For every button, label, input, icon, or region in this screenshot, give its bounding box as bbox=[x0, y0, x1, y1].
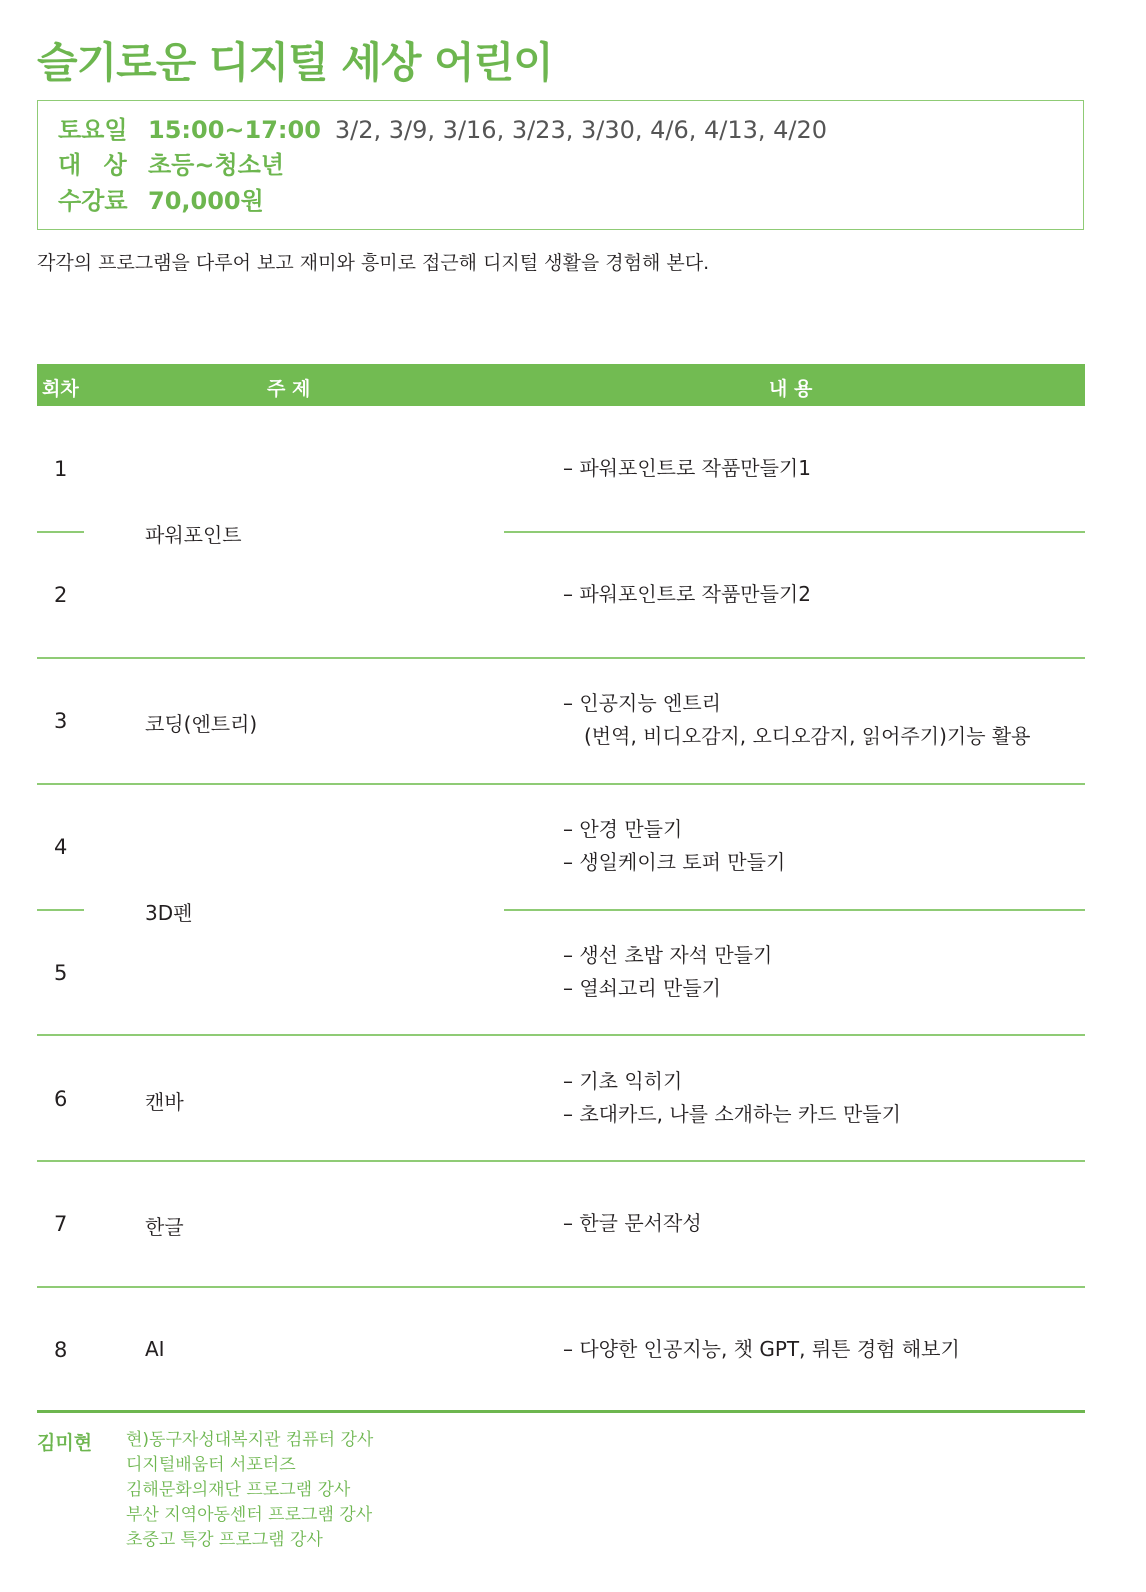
course-info-box bbox=[37, 100, 1084, 230]
session-content bbox=[563, 1207, 702, 1240]
session-content bbox=[563, 687, 1031, 753]
fee-value: 70,000원 bbox=[148, 187, 264, 215]
dates-value: 3/2, 3/9, 3/16, 3/23, 3/30, 4/6, 4/13, 4/20 bbox=[334, 116, 828, 144]
content-line: – 생일케이크 토퍼 만들기 bbox=[563, 850, 786, 874]
career-item: 현)동구자성대복지관 컴퓨터 강사 bbox=[126, 1430, 374, 1450]
career-item: 부산 지역아동센터 프로그램 강사 bbox=[126, 1505, 373, 1525]
session-number: 5 bbox=[54, 961, 68, 985]
target-label: 대 상 bbox=[58, 151, 127, 179]
page-title: 슬기로운 디지털 세상 어린이 bbox=[37, 38, 553, 87]
content-line: – 안경 만들기 bbox=[563, 817, 683, 841]
header-content: 내 용 bbox=[769, 378, 813, 400]
row-divider bbox=[37, 1160, 1085, 1162]
table-header bbox=[37, 364, 1085, 406]
intro-text: 각각의 프로그램을 다루어 보고 재미와 흥미로 접근해 디지털 생활을 경험해 본다. bbox=[37, 252, 710, 274]
session-content bbox=[563, 578, 811, 611]
session-content bbox=[563, 1065, 901, 1131]
career-item: 초중고 특강 프로그램 강사 bbox=[126, 1530, 323, 1550]
session-number: 2 bbox=[54, 583, 68, 607]
session-number: 6 bbox=[54, 1087, 68, 1111]
session-topic: 파워포인트 bbox=[145, 523, 242, 547]
session-number: 1 bbox=[54, 457, 68, 481]
session-number: 3 bbox=[54, 709, 68, 733]
session-number: 8 bbox=[54, 1338, 68, 1362]
row-divider bbox=[37, 909, 84, 911]
fee-row bbox=[58, 186, 264, 216]
session-content bbox=[563, 1333, 960, 1366]
header-topic: 주 제 bbox=[267, 378, 311, 400]
content-line: – 초대카드, 나를 소개하는 카드 만들기 bbox=[563, 1102, 901, 1126]
session-topic: 한글 bbox=[145, 1215, 184, 1239]
session-number: 7 bbox=[54, 1212, 68, 1236]
session-topic: 캔바 bbox=[145, 1090, 184, 1114]
header-session: 회차 bbox=[42, 378, 79, 400]
schedule-row bbox=[58, 115, 827, 145]
career-item: 디지털배움터 서포터즈 bbox=[126, 1455, 296, 1475]
content-line: – 생선 초밥 자석 만들기 bbox=[563, 943, 773, 967]
content-line: – 인공지능 엔트리 bbox=[563, 691, 721, 715]
row-divider bbox=[37, 531, 84, 533]
session-content bbox=[563, 452, 811, 485]
row-divider bbox=[37, 1034, 1085, 1036]
fee-label: 수강료 bbox=[58, 187, 128, 215]
session-topic: AI bbox=[145, 1337, 165, 1361]
row-divider bbox=[504, 909, 1085, 911]
content-line: – 파워포인트로 작품만들기1 bbox=[563, 456, 811, 480]
time-value: 15:00~17:00 bbox=[148, 116, 321, 144]
row-divider bbox=[37, 783, 1085, 785]
content-line: – 기초 익히기 bbox=[563, 1069, 683, 1093]
session-number: 4 bbox=[54, 835, 68, 859]
content-line: – 다양한 인공지능, 챗 GPT, 뤼튼 경험 해보기 bbox=[563, 1337, 960, 1361]
session-content bbox=[563, 939, 772, 1005]
row-divider bbox=[37, 657, 1085, 659]
content-line: – 열쇠고리 만들기 bbox=[563, 976, 721, 1000]
content-line: (번역, 비디오감지, 오디오감지, 읽어주기)기능 활용 bbox=[584, 724, 1031, 748]
target-row bbox=[58, 150, 284, 180]
row-divider bbox=[37, 1286, 1085, 1288]
session-topic: 3D펜 bbox=[145, 901, 193, 925]
career-item: 김해문화의재단 프로그램 강사 bbox=[126, 1480, 351, 1500]
row-divider bbox=[504, 531, 1085, 533]
table-bottom-border bbox=[37, 1410, 1085, 1413]
instructor-name: 김미현 bbox=[37, 1432, 93, 1454]
session-content bbox=[563, 813, 785, 879]
session-topic: 코딩(엔트리) bbox=[145, 712, 258, 736]
day-label: 토요일 bbox=[58, 116, 128, 144]
instructor-career bbox=[126, 1428, 373, 1553]
content-line: – 한글 문서작성 bbox=[563, 1211, 702, 1235]
target-value: 초등~청소년 bbox=[148, 151, 285, 179]
content-line: – 파워포인트로 작품만들기2 bbox=[563, 582, 811, 606]
